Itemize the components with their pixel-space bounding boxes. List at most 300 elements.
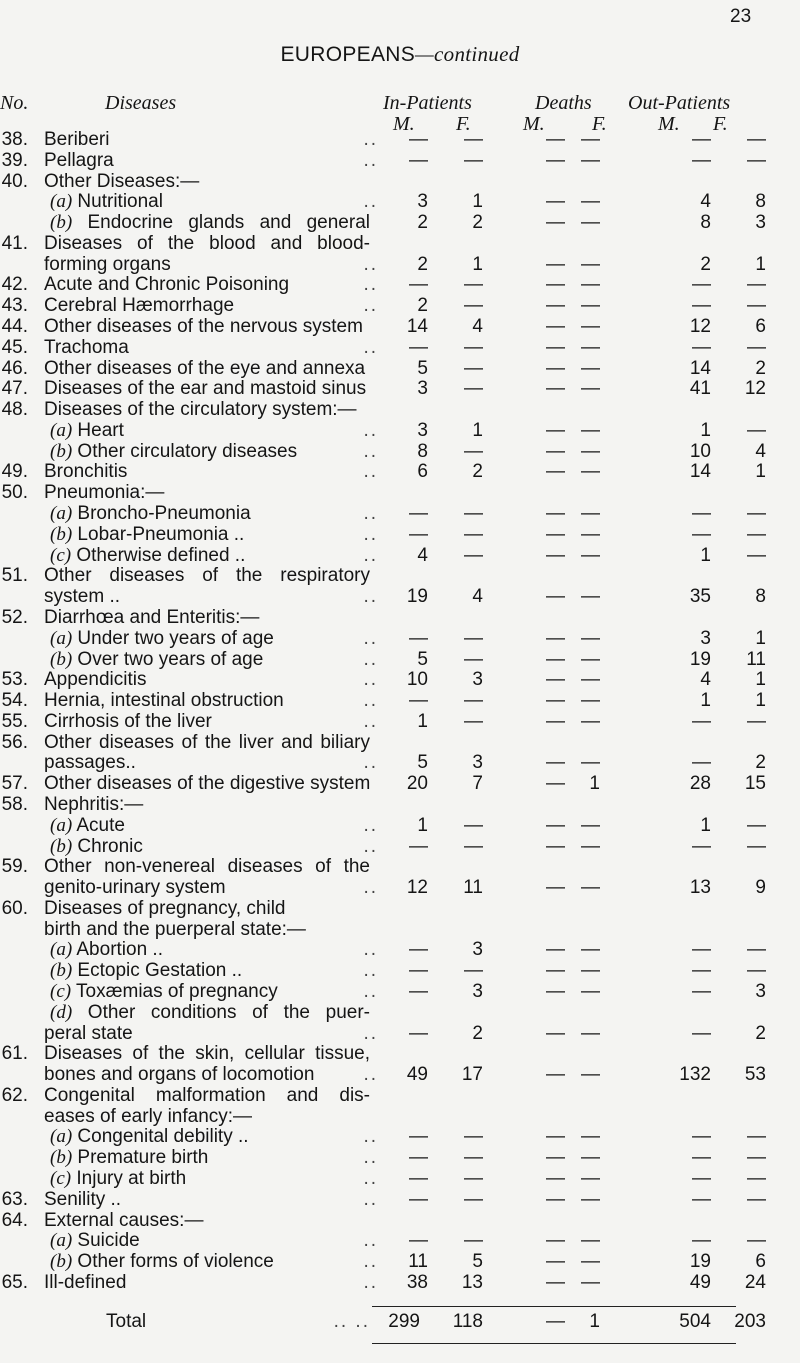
cell-deaths-f: —: [581, 710, 600, 732]
disease-text: Bronchitis: [44, 461, 128, 483]
cell-deaths-f: —: [581, 960, 600, 982]
cell-deaths-m: —: [546, 1126, 565, 1148]
cell-deaths-m: —: [546, 336, 565, 358]
disease-label: [44, 274, 289, 296]
row-number: 44.: [1, 316, 28, 338]
cell-out-f: —: [747, 129, 766, 150]
cell-deaths-m: —: [546, 129, 565, 150]
cell-out-m: 1: [700, 814, 711, 836]
cell-in-f: —: [464, 960, 483, 982]
total-label: Total: [106, 1311, 147, 1332]
total-deaths-m: —: [546, 1311, 565, 1332]
cell-out-f: 3: [755, 212, 766, 234]
table-row: [0, 1272, 800, 1298]
row-number: 48.: [1, 399, 28, 421]
cell-in-f: —: [464, 1168, 483, 1189]
total-deaths-f: 1: [589, 1311, 600, 1332]
row-number: 39.: [1, 149, 28, 171]
header-in-m: M.: [393, 113, 415, 135]
row-number: 42.: [1, 274, 28, 296]
cell-in-f: 7: [472, 773, 483, 795]
disease-label: [44, 233, 370, 255]
cell-in-f: 3: [472, 752, 483, 774]
cell-deaths-m: —: [546, 1251, 565, 1273]
disease-label: [50, 960, 242, 982]
cell-in-m: 3: [417, 191, 428, 213]
sub-letter: (a): [50, 1126, 73, 1148]
cell-deaths-f: —: [581, 1022, 600, 1044]
cell-out-f: 2: [755, 357, 766, 379]
cell-in-f: 1: [472, 419, 483, 441]
cell-out-m: 1: [700, 419, 711, 441]
disease-text: Otherwise defined ..: [71, 544, 246, 566]
cell-out-f: 1: [755, 461, 766, 483]
cell-out-f: —: [747, 939, 766, 961]
cell-in-f: —: [464, 378, 483, 400]
cell-deaths-m: —: [546, 648, 565, 670]
cell-deaths-f: —: [581, 336, 600, 358]
disease-label: [50, 212, 370, 234]
cell-out-f: —: [747, 503, 766, 525]
cell-deaths-f: —: [581, 669, 600, 691]
disease-text: Congenital malformation and dis-: [44, 1084, 370, 1106]
cell-out-m: 10: [689, 440, 711, 462]
cell-out-f: —: [747, 835, 766, 857]
cell-deaths-m: —: [546, 503, 565, 525]
cell-out-m: 12: [689, 316, 711, 338]
disease-label: [50, 649, 263, 671]
leader-dots: ..: [363, 1147, 378, 1169]
cell-in-f: —: [464, 149, 483, 171]
cell-in-m: 19: [406, 586, 428, 608]
cell-in-m: —: [409, 939, 428, 961]
cell-in-m: 5: [417, 357, 428, 379]
disease-label: [44, 171, 199, 193]
leader-dots: ..: [363, 1022, 378, 1044]
disease-label: [44, 295, 234, 317]
cell-out-f: —: [747, 336, 766, 358]
disease-text: Toxæmias of pregnancy: [71, 980, 278, 1002]
row-number: 38.: [1, 129, 28, 150]
cell-deaths-m: —: [546, 461, 565, 483]
disease-label: [44, 1043, 370, 1065]
disease-text: Endocrine glands and general: [72, 212, 370, 234]
disease-text: Cerebral Hæmorrhage: [44, 295, 235, 317]
cell-deaths-f: —: [581, 1064, 600, 1086]
cell-out-m: 19: [689, 648, 711, 670]
disease-label: [50, 1126, 249, 1148]
disease-label: [50, 939, 163, 961]
disease-text: Other diseases of the respiratory: [44, 565, 370, 587]
title-suffix: —continued: [415, 42, 520, 66]
disease-text: Hernia, intestinal obstruction: [44, 690, 284, 712]
disease-text: Other diseases of the digestive system: [44, 773, 371, 795]
disease-text: genito-urinary system: [44, 877, 226, 899]
sub-letter: (b): [50, 212, 73, 234]
leader-dots: ..: [363, 586, 378, 608]
disease-text: Other Diseases:—: [44, 170, 200, 192]
disease-text: Diseases of the circulatory system:—: [44, 399, 357, 421]
leader-dots: ..: [363, 191, 378, 213]
cell-in-f: —: [464, 710, 483, 732]
row-number: 55.: [1, 710, 28, 732]
cell-in-f: 1: [472, 253, 483, 275]
disease-label: [44, 254, 171, 276]
cell-out-m: —: [692, 1168, 711, 1189]
cell-deaths-f: —: [581, 648, 600, 670]
cell-deaths-m: —: [546, 295, 565, 317]
cell-out-f: —: [747, 1230, 766, 1252]
header-out-m: M.: [658, 113, 680, 135]
leader-dots: ..: [363, 939, 378, 961]
disease-text: bones and organs of locomotion: [44, 1064, 315, 1086]
disease-label: [50, 1147, 208, 1169]
cell-in-m: 12: [406, 877, 428, 899]
row-number: 53.: [1, 669, 28, 691]
cell-deaths-f: —: [581, 1188, 600, 1210]
cell-in-m: —: [409, 1188, 428, 1210]
row-number: 40.: [1, 170, 28, 192]
cell-deaths-m: —: [546, 212, 565, 234]
disease-label: [44, 399, 357, 421]
cell-deaths-m: —: [546, 274, 565, 296]
disease-text: Injury at birth: [71, 1168, 187, 1189]
cell-out-f: 24: [744, 1271, 766, 1293]
cell-deaths-m: —: [546, 191, 565, 213]
cell-out-f: —: [747, 523, 766, 545]
cell-deaths-f: —: [581, 980, 600, 1002]
leader-dots: ..: [363, 129, 378, 150]
leader-dots: ..: [363, 440, 378, 462]
cell-deaths-f: 1: [589, 773, 600, 795]
cell-deaths-f: —: [581, 523, 600, 545]
disease-text: birth and the puerperal state:—: [44, 918, 306, 940]
cell-deaths-m: —: [546, 752, 565, 774]
disease-text: peral state: [44, 1022, 133, 1044]
cell-in-f: —: [464, 523, 483, 545]
leader-dots: ..: [363, 274, 378, 296]
disease-text: Other diseases of the liver and biliary: [44, 731, 370, 753]
cell-in-m: —: [409, 523, 428, 545]
disease-label: [44, 898, 286, 920]
cell-in-m: 2: [417, 295, 428, 317]
leader-dots: ..: [363, 752, 378, 774]
cell-out-f: 8: [755, 191, 766, 213]
disease-label: [44, 1272, 126, 1294]
cell-in-f: —: [464, 648, 483, 670]
row-number: 60.: [1, 897, 28, 919]
disease-text: Over two years of age: [72, 648, 264, 670]
cell-in-m: —: [409, 1168, 428, 1189]
title-main: EUROPEANS: [280, 43, 416, 66]
cell-in-m: 6: [417, 461, 428, 483]
header-diseases: Diseases: [105, 92, 177, 114]
disease-text: Other conditions of the puer-: [72, 1001, 370, 1023]
leader-dots: ..: [363, 253, 378, 275]
disease-text: Senility ..: [44, 1188, 122, 1210]
cell-out-f: 1: [755, 669, 766, 691]
sub-letter: (a): [50, 191, 73, 213]
row-number: 56.: [1, 731, 28, 753]
disease-label: [44, 711, 212, 733]
disease-text: External causes:—: [44, 1209, 204, 1231]
page-number: 23: [730, 6, 752, 27]
cell-deaths-m: —: [546, 835, 565, 857]
sub-letter: (a): [50, 627, 73, 649]
cell-deaths-f: —: [581, 253, 600, 275]
disease-label: [44, 378, 366, 400]
cell-out-m: —: [692, 1147, 711, 1169]
leader-dots: ..: [363, 1126, 378, 1148]
disease-label: [44, 669, 146, 691]
cell-deaths-m: —: [546, 1022, 565, 1044]
cell-out-f: —: [747, 1147, 766, 1169]
sub-letter: (a): [50, 814, 73, 836]
cell-deaths-f: —: [581, 544, 600, 566]
sub-letter: (c): [50, 544, 72, 566]
page-title: [0, 42, 800, 67]
cell-in-m: 49: [406, 1064, 428, 1086]
total-top-rule: [372, 1306, 736, 1307]
cell-in-f: 3: [472, 939, 483, 961]
cell-out-f: 1: [755, 627, 766, 649]
cell-in-f: —: [464, 1147, 483, 1169]
cell-in-m: —: [409, 129, 428, 150]
cell-out-f: 11: [746, 648, 766, 670]
cell-out-m: 1: [700, 690, 711, 712]
cell-in-m: —: [409, 1230, 428, 1252]
disease-text: Lobar-Pneumonia ..: [72, 523, 245, 545]
cell-deaths-f: —: [581, 1230, 600, 1252]
cell-out-f: 12: [744, 378, 766, 400]
cell-in-f: 2: [472, 1022, 483, 1044]
disease-label: [50, 1230, 140, 1252]
sub-letter: (c): [50, 980, 72, 1002]
cell-out-m: 28: [689, 773, 711, 795]
cell-out-f: 8: [755, 586, 766, 608]
cell-deaths-m: —: [546, 419, 565, 441]
disease-text: Ill-defined: [44, 1271, 127, 1293]
cell-out-m: —: [692, 129, 711, 150]
cell-out-f: —: [747, 544, 766, 566]
cell-deaths-f: —: [581, 586, 600, 608]
leader-dots: ..: [363, 461, 378, 483]
cell-in-f: —: [464, 129, 483, 150]
cell-deaths-m: —: [546, 980, 565, 1002]
cell-out-m: 35: [689, 586, 711, 608]
cell-in-f: —: [464, 835, 483, 857]
disease-text: Broncho-Pneumonia: [72, 503, 251, 525]
cell-out-m: —: [692, 710, 711, 732]
disease-text: Chronic: [72, 835, 143, 857]
cell-out-m: —: [692, 1230, 711, 1252]
cell-out-f: —: [747, 960, 766, 982]
cell-in-m: 20: [406, 773, 428, 795]
cell-deaths-f: —: [581, 191, 600, 213]
cell-in-f: 2: [472, 212, 483, 234]
row-number: 51.: [1, 565, 28, 587]
leader-dots: ..: [363, 1271, 378, 1293]
cell-in-m: —: [409, 835, 428, 857]
cell-in-f: 4: [472, 316, 483, 338]
cell-in-m: —: [409, 690, 428, 712]
disease-text: Pellagra: [44, 149, 114, 171]
sub-letter: (b): [50, 648, 73, 670]
cell-out-f: 1: [755, 690, 766, 712]
row-number: 63.: [1, 1188, 28, 1210]
cell-out-f: —: [747, 274, 766, 296]
cell-in-m: —: [409, 1126, 428, 1148]
cell-deaths-m: —: [546, 710, 565, 732]
cell-deaths-m: —: [546, 1188, 565, 1210]
disease-label: [44, 129, 109, 151]
cell-out-m: —: [692, 149, 711, 171]
disease-text: forming organs: [44, 253, 171, 275]
cell-in-f: —: [464, 336, 483, 358]
cell-deaths-f: —: [581, 627, 600, 649]
disease-text: Diseases of the blood and blood-: [44, 232, 370, 254]
cell-in-m: 10: [406, 669, 428, 691]
cell-deaths-m: —: [546, 627, 565, 649]
cell-in-f: 3: [472, 980, 483, 1002]
cell-out-m: 3: [700, 627, 711, 649]
cell-deaths-m: —: [546, 523, 565, 545]
cell-in-f: 17: [461, 1064, 483, 1086]
disease-label: [44, 1085, 370, 1107]
cell-out-f: 6: [755, 1251, 766, 1273]
total-in-f: 118: [452, 1311, 483, 1332]
disease-text: passages..: [44, 752, 136, 774]
disease-label: [50, 441, 297, 463]
cell-deaths-m: —: [546, 690, 565, 712]
leader-dots: ..: [363, 1230, 378, 1252]
row-number: 62.: [1, 1084, 28, 1106]
disease-text: Nutritional: [72, 191, 163, 213]
cell-in-f: 5: [472, 1251, 483, 1273]
disease-text: Abortion ..: [72, 939, 163, 961]
sub-letter: (b): [50, 440, 73, 462]
row-number: 46.: [1, 357, 28, 379]
sub-letter: (a): [50, 419, 73, 441]
disease-label: [44, 565, 370, 587]
cell-in-f: —: [464, 357, 483, 379]
cell-out-f: —: [747, 710, 766, 732]
leader-dots: ..: [363, 149, 378, 171]
disease-text: Premature birth: [72, 1147, 209, 1169]
cell-deaths-f: —: [581, 752, 600, 774]
leader-dots: ..: [363, 648, 378, 670]
cell-in-m: 5: [417, 752, 428, 774]
disease-text: Other non-venereal diseases of the: [44, 856, 370, 878]
cell-in-m: 14: [406, 316, 428, 338]
cell-out-f: 4: [755, 440, 766, 462]
disease-label: [44, 316, 363, 338]
cell-out-m: —: [692, 752, 711, 774]
cell-in-f: —: [464, 440, 483, 462]
cell-out-m: —: [692, 1022, 711, 1044]
sub-letter: (d): [50, 1001, 73, 1023]
cell-out-m: —: [692, 295, 711, 317]
cell-out-f: —: [747, 1188, 766, 1210]
cell-deaths-m: —: [546, 1271, 565, 1293]
disease-text: Appendicitis: [44, 669, 147, 691]
cell-out-f: 9: [755, 877, 766, 899]
header-deaths-f: F.: [592, 113, 607, 135]
cell-out-f: 6: [755, 316, 766, 338]
sub-letter: (a): [50, 1230, 73, 1252]
disease-label: [44, 1023, 133, 1045]
cell-deaths-f: —: [581, 212, 600, 234]
disease-text: Acute and Chronic Poisoning: [44, 274, 290, 296]
cell-deaths-m: —: [546, 814, 565, 836]
disease-label: [44, 877, 226, 899]
cell-deaths-f: —: [581, 316, 600, 338]
disease-label: [44, 1064, 314, 1086]
cell-out-m: 8: [700, 212, 711, 234]
row-number: 50.: [1, 482, 28, 504]
leader-dots: ..: [363, 419, 378, 441]
leader-dots: ..: [363, 980, 378, 1002]
cell-out-m: —: [692, 503, 711, 525]
row-number: 49.: [1, 461, 28, 483]
leader-dots: ..: [363, 627, 378, 649]
disease-label: [44, 919, 306, 941]
leader-dots: ..: [363, 960, 378, 982]
cell-deaths-f: —: [581, 378, 600, 400]
total-out-m: 504: [679, 1311, 711, 1332]
leader-dots: ..: [363, 544, 378, 566]
cell-in-f: —: [464, 1230, 483, 1252]
cell-out-f: —: [747, 1168, 766, 1189]
row-number: 41.: [1, 232, 28, 254]
cell-in-f: 11: [463, 877, 483, 899]
cell-in-m: —: [409, 1147, 428, 1169]
cell-deaths-m: —: [546, 1168, 565, 1189]
disease-text: Trachoma: [44, 336, 129, 358]
leader-dots: ..: [363, 1064, 378, 1086]
cell-out-f: 2: [755, 1022, 766, 1044]
disease-label: [44, 607, 259, 629]
cell-deaths-f: —: [581, 440, 600, 462]
cell-in-m: —: [409, 980, 428, 1002]
cell-deaths-f: —: [581, 814, 600, 836]
cell-deaths-f: —: [581, 690, 600, 712]
disease-label: [44, 586, 120, 608]
disease-label: [44, 773, 370, 795]
cell-deaths-f: —: [581, 461, 600, 483]
cell-deaths-m: —: [546, 544, 565, 566]
leader-dots: ..: [363, 690, 378, 712]
cell-out-f: 3: [755, 980, 766, 1002]
total-in-m: 299: [388, 1311, 420, 1332]
total-row: [0, 1311, 800, 1337]
cell-in-f: —: [464, 274, 483, 296]
cell-deaths-m: —: [546, 877, 565, 899]
cell-deaths-f: —: [581, 1147, 600, 1169]
cell-out-m: 1: [700, 544, 711, 566]
cell-in-m: —: [409, 1022, 428, 1044]
cell-in-f: —: [464, 1188, 483, 1210]
leader-dots: ..: [363, 295, 378, 317]
cell-deaths-m: —: [546, 960, 565, 982]
leader-dots: ..: [363, 669, 378, 691]
cell-in-m: —: [409, 274, 428, 296]
header-in-f: F.: [456, 113, 471, 135]
disease-label: [50, 1002, 370, 1024]
cell-in-m: 2: [417, 253, 428, 275]
row-number: 52.: [1, 606, 28, 628]
sub-letter: (b): [50, 523, 73, 545]
